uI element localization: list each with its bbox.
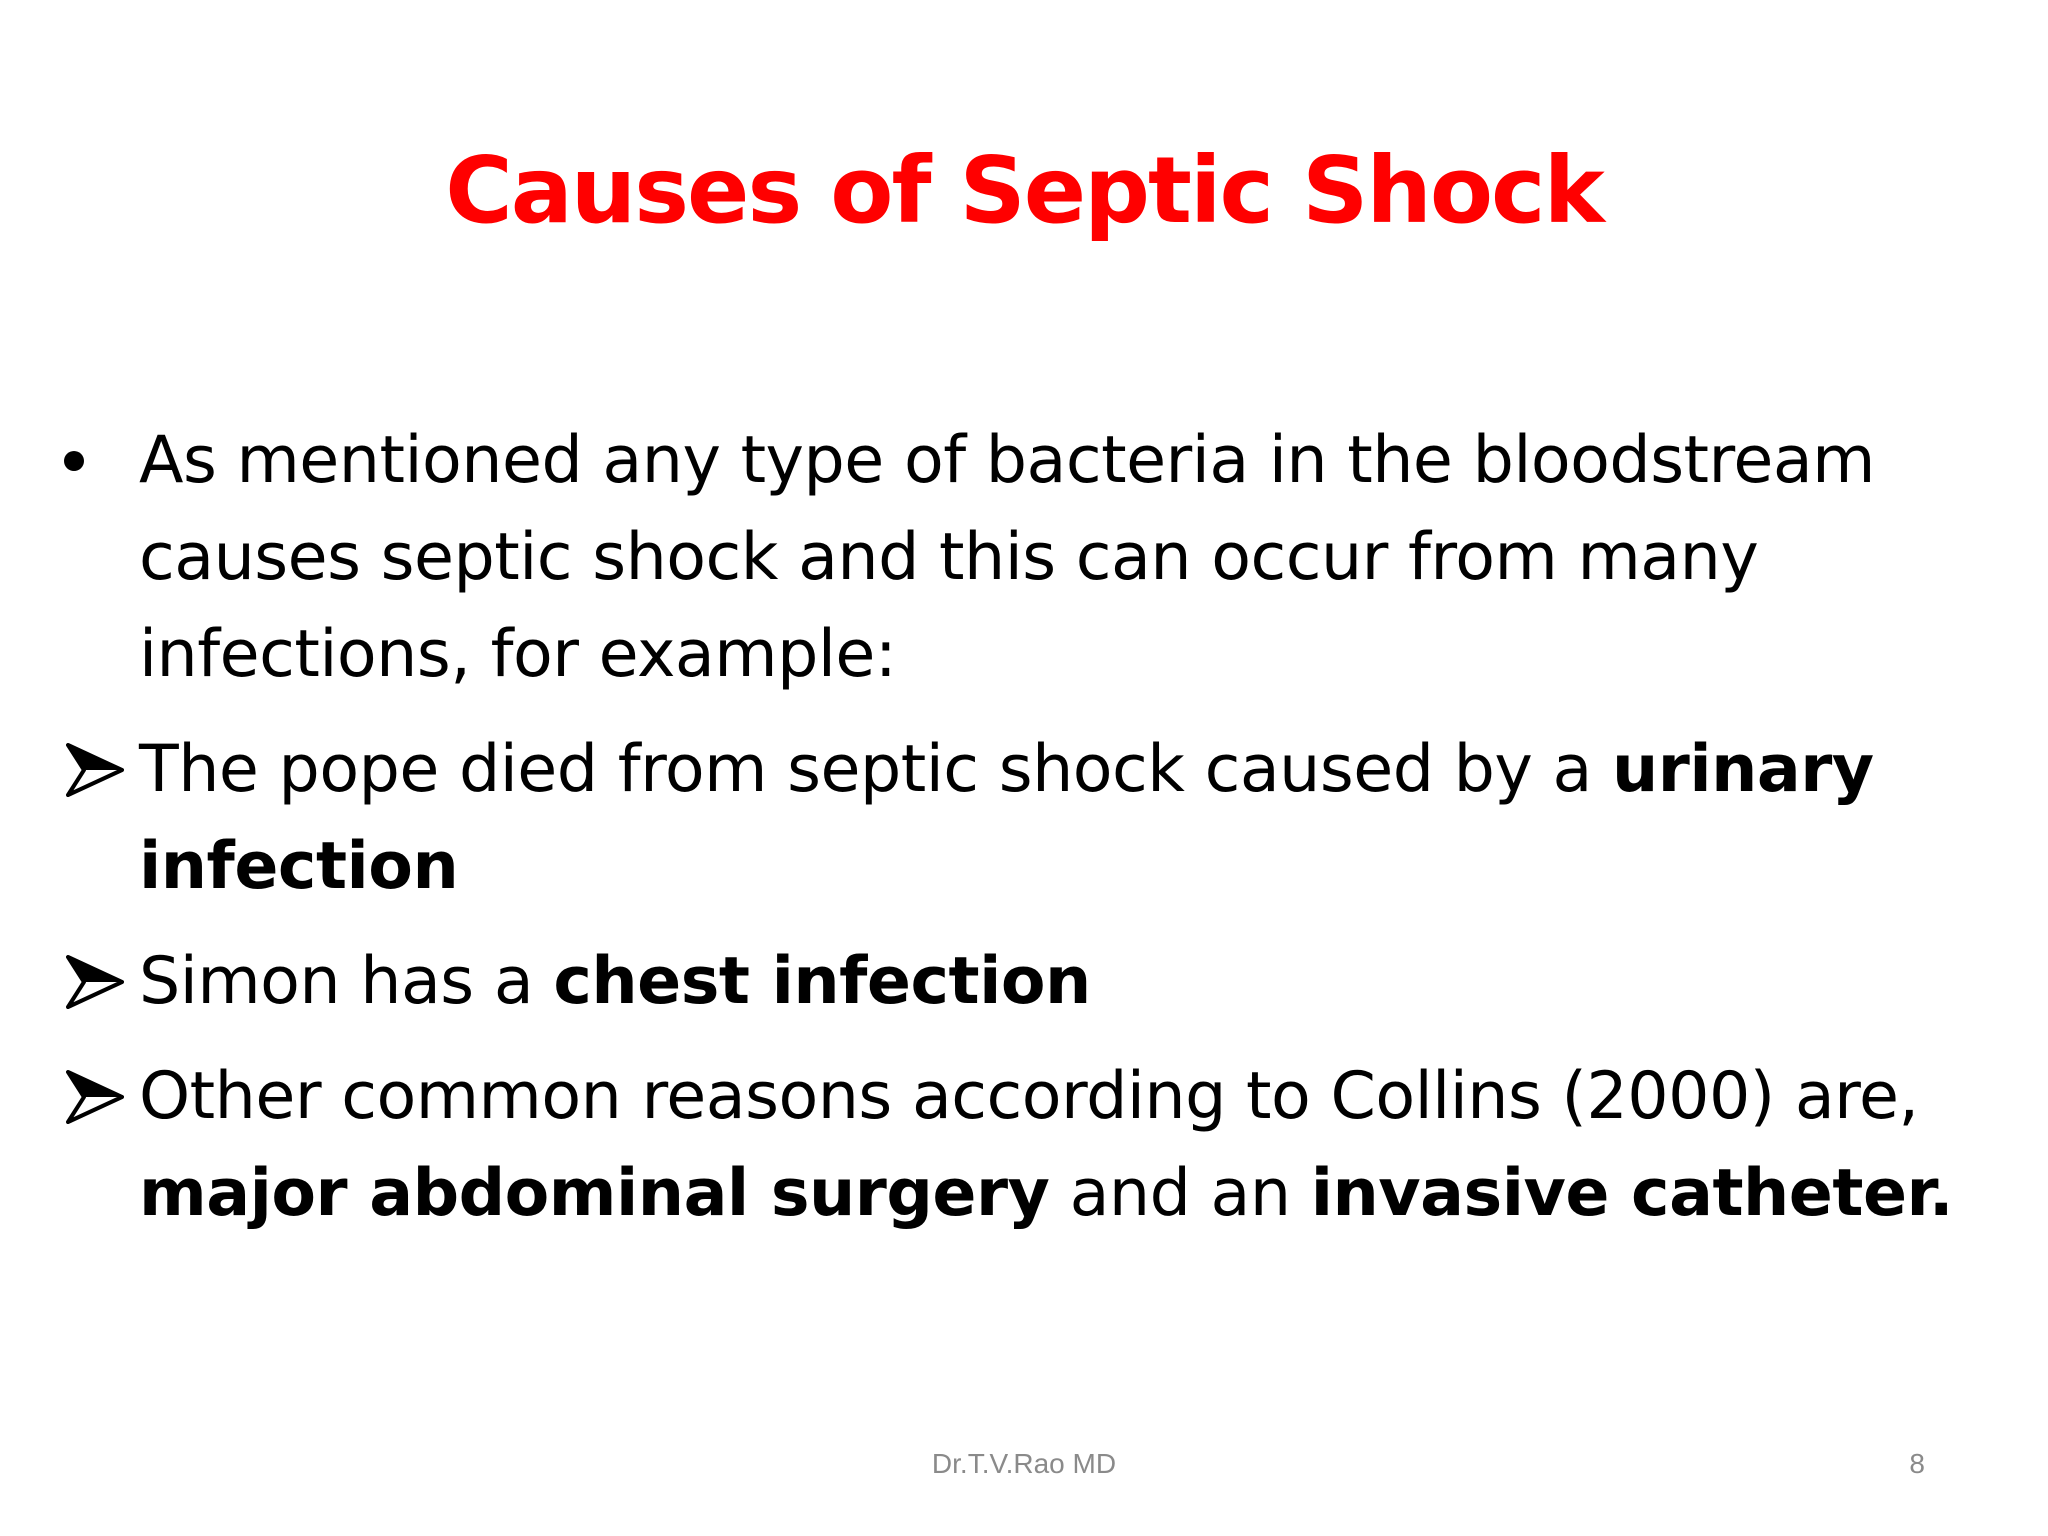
item-text: As mentioned any type of bacteria in the bloodstream causes septic shock and this can occur from many infections, for example: — [139, 423, 1875, 692]
list-item — [60, 1048, 1990, 1242]
list-item — [60, 933, 1990, 1030]
arrow-bullet-icon — [60, 933, 130, 1030]
arrow-bullet-icon — [60, 721, 130, 818]
item-text: Simon has a — [139, 944, 554, 1019]
item-emphasis: chest infection — [553, 944, 1091, 1019]
item-text: The pope died from septic shock caused by a — [139, 732, 1612, 807]
list-item — [60, 721, 1990, 915]
item-emphasis: urinary infection — [139, 732, 1874, 904]
arrow-bullet-icon — [60, 1048, 130, 1145]
list-item — [60, 412, 1990, 703]
item-emphasis: major abdominal surgery — [139, 1156, 1050, 1231]
slide-body — [60, 412, 1990, 1242]
slide-title: Causes of Septic Shock — [445, 137, 1603, 244]
item-emphasis: invasive catheter. — [1310, 1156, 1954, 1231]
slide-footer: Dr.T.V.Rao MD — [931, 1448, 1117, 1479]
bullet-dot-icon — [60, 412, 130, 509]
page-number: 8 — [1909, 1448, 1925, 1479]
item-text: and an — [1049, 1156, 1311, 1231]
item-text: Other common reasons according to Collins (2000) are, — [139, 1059, 1919, 1134]
